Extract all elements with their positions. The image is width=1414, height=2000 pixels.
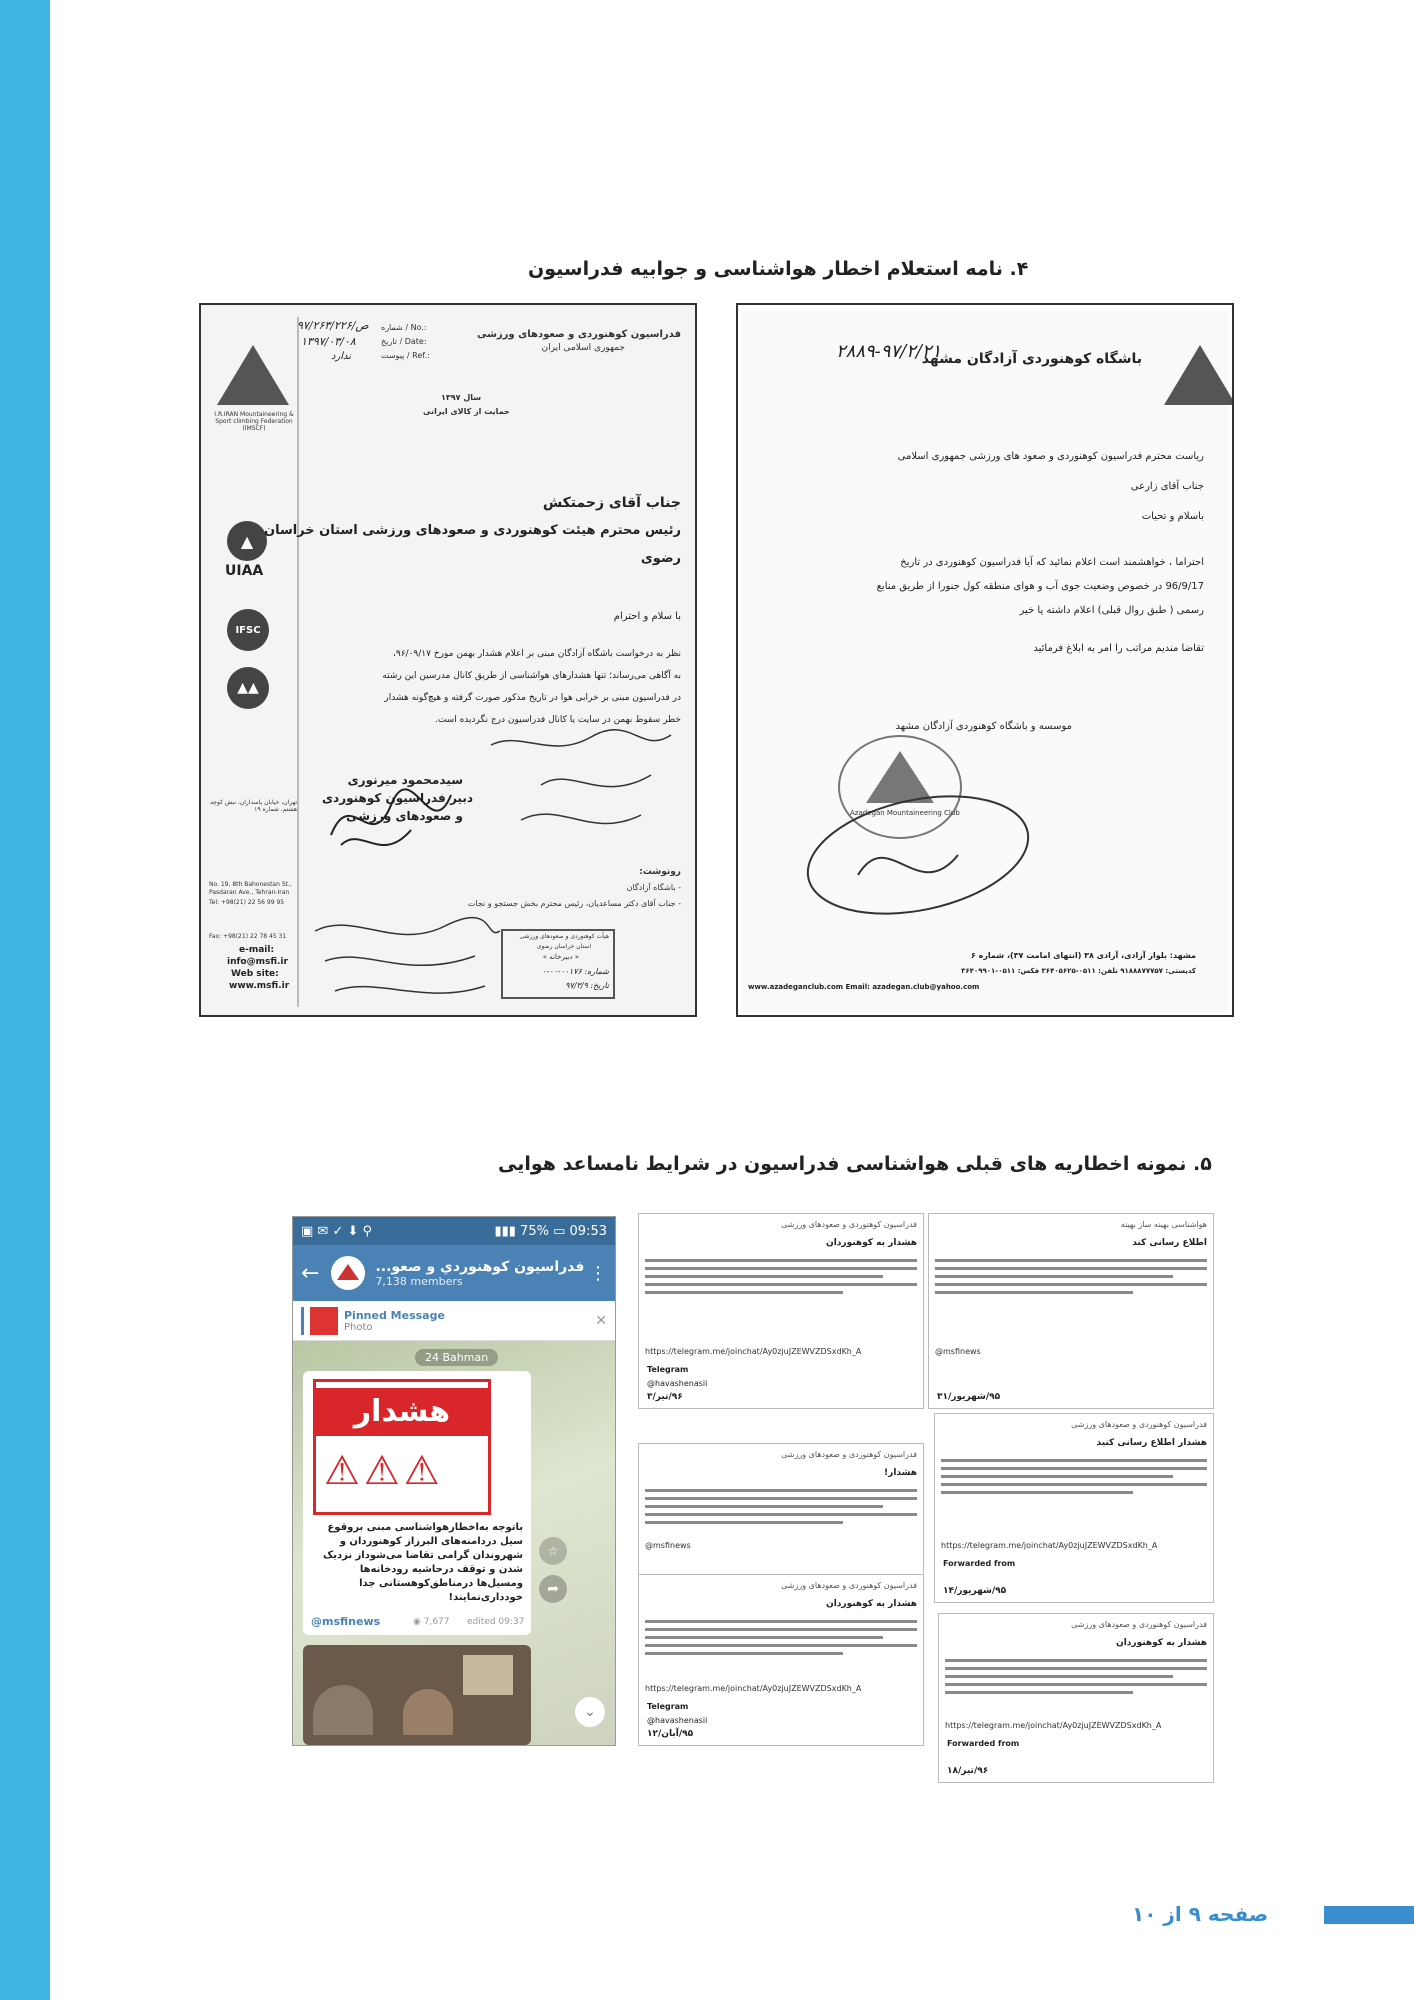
post-meta: Forwarded from bbox=[943, 1559, 1016, 1568]
post-link[interactable]: https://telegram.me/joinchat/Ay0zjuJZEWVZDSxdKh_A bbox=[645, 1347, 862, 1356]
recipient-line-2: رئیس محترم هیئت کوهنوردی و صعودهای ورزشی استان خراسان bbox=[263, 523, 681, 538]
stamp-date: تاریخ: ۹۷/۳/۹ bbox=[565, 981, 609, 990]
battery-percent: 75% bbox=[520, 1223, 549, 1239]
club-signature-oval bbox=[798, 785, 1038, 925]
warning-triangles-icon: ⚠⚠⚠ bbox=[324, 1448, 444, 1494]
club-title: باشگاه کوهنوردی آزادگان مشهد bbox=[921, 351, 1142, 367]
letter-ref-value: ندارد bbox=[331, 351, 352, 362]
post-body-lines bbox=[935, 1454, 1213, 1494]
handwritten-notes bbox=[481, 725, 681, 855]
post-source: فدراسیون کوهنوردی و صعودهای ورزشی bbox=[781, 1581, 917, 1590]
pinned-message-bar[interactable] bbox=[293, 1301, 615, 1341]
post-source: فدراسیون کوهنوردی و صعودهای ورزشی bbox=[781, 1220, 917, 1229]
post-date: ۹۶/تیر/۱۸ bbox=[947, 1766, 989, 1776]
channel-app-bar bbox=[293, 1245, 615, 1301]
address-en-1: No. 19, 8th Bahonestan St., bbox=[209, 881, 292, 888]
year-line: سال ۱۳۹۷ bbox=[441, 393, 482, 402]
handwritten-letter-number: ۲۸۸۹-۹۷/۲/۲۱ bbox=[836, 341, 942, 362]
photo-post-thumbnail[interactable] bbox=[303, 1645, 531, 1745]
post-link[interactable]: @msfinews bbox=[645, 1541, 691, 1550]
mountain-rescue-logo-icon: ▲▲ bbox=[227, 667, 269, 709]
post-link[interactable]: https://telegram.me/joinchat/Ay0zjuJZEWVZDSxdKh_A bbox=[945, 1721, 1162, 1730]
body-line-1: نظر به درخواست باشگاه آزادگان مبنی بر اعلام هشدار بهمن مورخ ۹۶/۰۹/۱۷، bbox=[392, 649, 681, 659]
body-line-2: 96/9/17 در خصوص وضعیت جوی آب و هوای منطقه کول جنورا از طریق منابع bbox=[876, 581, 1204, 592]
federation-reply-letter-scan bbox=[199, 303, 697, 1017]
post-body-lines bbox=[639, 1484, 923, 1524]
views-count: 7,677 bbox=[423, 1617, 450, 1627]
battery-icon: ▭ bbox=[553, 1223, 566, 1239]
signer-title-2: و صعودهای ورزشی bbox=[346, 809, 463, 823]
telegram-post-card bbox=[638, 1574, 924, 1746]
post-date: ۹۵/شهریور/۱۴ bbox=[943, 1586, 1007, 1596]
warning-word: هشدار bbox=[316, 1388, 488, 1436]
salutation-greet: باسلام و تحیات bbox=[1141, 511, 1204, 522]
post-date: ۹۵/شهریور/۳۱ bbox=[937, 1392, 1001, 1402]
post-date: ۹۵/آبان/۱۲ bbox=[647, 1729, 694, 1739]
cc-line-2: - جناب آقای دکتر مساعدیان، رئیس محترم بخش جستجو و نجات bbox=[467, 899, 681, 908]
post-meta: Telegram bbox=[647, 1365, 689, 1374]
salutation-attn: جناب آقای زارعی bbox=[1130, 481, 1204, 492]
post-link[interactable]: https://telegram.me/joinchat/Ay0zjuJZEWVZDSxdKh_A bbox=[941, 1541, 1158, 1550]
mountain-logo-icon bbox=[217, 345, 289, 405]
post-title: هشدار به کوهنوردان bbox=[826, 1599, 917, 1609]
club-inquiry-letter-scan bbox=[736, 303, 1234, 1017]
post-admin: @havashenasii bbox=[647, 1379, 708, 1388]
post-body-lines bbox=[939, 1654, 1213, 1694]
warning-post-bubble[interactable] bbox=[303, 1371, 531, 1635]
ifsc-logo-icon: IFSC bbox=[227, 609, 269, 651]
salutation-to: ریاست محترم فدراسیون کوهنوردی و صعود های ورزشی جمهوری اسلامی bbox=[897, 451, 1204, 462]
footer-web-email: www.azadeganclub.com Email: azadegan.club@yahoo.com bbox=[748, 983, 980, 991]
section-4-heading: ۴. نامه استعلام اخطار هواشناسی و جوابیه فدراسیون bbox=[528, 258, 1029, 280]
club-stamp-text: Azadegan Mountaineering Club bbox=[850, 809, 960, 817]
pinned-title: Pinned Message bbox=[344, 1308, 445, 1322]
signing-organization: موسسه و باشگاه کوهنوردی آزادگان مشهد bbox=[895, 721, 1072, 732]
pinned-thumbnail bbox=[310, 1307, 338, 1335]
body-line-4: تقاضا مندیم مراتب را امر به ابلاغ فرمائید bbox=[1033, 643, 1204, 654]
post-title: هشدار! bbox=[884, 1468, 917, 1478]
uiaa-logo-icon: ▲ bbox=[227, 521, 267, 561]
letter-date-label: تاریخ / Date: bbox=[381, 337, 427, 346]
post-title: هشدار اطلاع رسانی کنید bbox=[1096, 1438, 1207, 1448]
eye-icon: ◉ bbox=[413, 1617, 421, 1627]
telegram-post-card bbox=[928, 1213, 1214, 1409]
post-title: هشدار به کوهنوردان bbox=[826, 1238, 917, 1248]
warning-poster bbox=[313, 1379, 491, 1515]
letterhead-logo-column bbox=[209, 325, 299, 1017]
chat-background bbox=[293, 1341, 616, 1746]
channel-avatar[interactable] bbox=[331, 1256, 365, 1290]
footer-address: مشهد: بلوار آزادی، آزادی ۳۸ (انتهای امامت ۳۷)، شماره ۶ bbox=[970, 951, 1196, 960]
post-body-lines bbox=[639, 1254, 923, 1294]
footer-accent-bar bbox=[1324, 1906, 1414, 1924]
status-right bbox=[494, 1224, 607, 1239]
body-line-3: در فدراسیون مبنی بر خرابی هوا در تاریخ مذکور صورت گرفته و هیچ‌گونه هشدار bbox=[384, 693, 681, 703]
signer-name: سیدمحمود میرنوری bbox=[347, 773, 463, 787]
address-en-2: Pasdaran Ave., Tehran-Iran bbox=[209, 889, 290, 896]
pinned-subtitle: Photo bbox=[344, 1321, 373, 1333]
stamp-line-1: هیأت کوهنوردی و صعودهای ورزشی bbox=[519, 933, 609, 940]
body-line-1: احتراما ، خواهشمند است اعلام نمائید که آیا فدراسیون کوهنوردی در تاریخ bbox=[900, 557, 1204, 568]
body-line-2: به آگاهی می‌رساند؛ تنها هشدارهای هواشناسی از طریق کانال مدرسین این رشته bbox=[382, 671, 681, 681]
cc-label: رونوشت: bbox=[639, 867, 681, 877]
letter-date-value: ۱۳۹۷/۰۳/۰۸ bbox=[301, 335, 356, 348]
email-value: info@msfi.ir bbox=[227, 957, 288, 967]
header-line-2: جمهوری اسلامی ایران bbox=[541, 343, 625, 353]
web-label: Web site: bbox=[231, 969, 279, 979]
date-chip: 24 Bahman bbox=[415, 1349, 498, 1366]
telegram-post-card bbox=[638, 1213, 924, 1409]
slogan: حمایت از کالای ایرانی bbox=[423, 407, 510, 416]
post-link[interactable]: @msfinews bbox=[935, 1347, 981, 1356]
tel: Tel: +98(21) 22 56 99 95 bbox=[209, 899, 285, 906]
body-line-3: رسمی ( طبق روال قبلی) اعلام داشته یا خیر bbox=[1019, 605, 1204, 616]
letter-number-label: شماره / No.: bbox=[381, 323, 427, 332]
post-source: فدراسیون کوهنوردی و صعودهای ورزشی bbox=[781, 1450, 917, 1459]
warning-text: باتوجه به‌اخطارهواشناسی مبنی بروقوع سیل دردامنه‌های البرز‌از کوهنوردان و شهروندان گرامی تقاضا می‌شود‌از نزدیک شدن و توقف درحاشیه رودخانه‌ها ومسیل‌ها درمناطق‌کوهستانی جدا خودداری‌نمایند! bbox=[322, 1522, 523, 1603]
post-meta: Forwarded from bbox=[947, 1739, 1020, 1748]
post-handle[interactable]: @msfinews bbox=[311, 1615, 381, 1628]
post-title: اطلاع رسانی کند bbox=[1132, 1238, 1207, 1248]
post-meta: Telegram bbox=[647, 1702, 689, 1711]
more-menu-icon[interactable]: ⋮ bbox=[589, 1262, 607, 1284]
uiaa-label: UIAA bbox=[225, 563, 264, 579]
post-source: فدراسیون کوهنوردی و صعودهای ورزشی bbox=[1071, 1620, 1207, 1629]
letter-number-value: ۹۷/ص/۲۶۳/۲۲۶ bbox=[297, 319, 369, 332]
stamp-line-2: استان خراسان رضوی bbox=[536, 943, 591, 950]
email-label: e-mail: bbox=[239, 945, 275, 955]
letter-ref-label: پیوست / Ref.: bbox=[381, 351, 430, 360]
federation-logo-caption: I.R.IRAN Mountaineering & Sport climbing Federation (IMSCF) bbox=[214, 411, 294, 432]
post-source: هواشناسی بهینه ساز بهینه bbox=[1120, 1220, 1207, 1229]
scroll-down-icon[interactable]: ⌄ bbox=[575, 1697, 605, 1727]
post-date: ۹۶/تیر/۳ bbox=[647, 1392, 683, 1402]
member-count: 7,138 members bbox=[375, 1274, 463, 1288]
post-link[interactable]: https://telegram.me/joinchat/Ay0zjuJZEWVZDSxdKh_A bbox=[645, 1684, 862, 1693]
telegram-phone-screenshot bbox=[292, 1216, 616, 1746]
telegram-post-card bbox=[938, 1613, 1214, 1783]
signal-icon: ▮▮▮ bbox=[494, 1223, 516, 1239]
status-bar bbox=[293, 1217, 615, 1245]
stamp-number: شماره: ۰۰۱۷۶-۰۰-۰ bbox=[542, 967, 609, 976]
left-accent-bar bbox=[0, 0, 50, 2000]
signer-title-1: دبیر فدراسیون کوهنوردی bbox=[322, 791, 473, 805]
post-views bbox=[413, 1617, 450, 1627]
star-icon[interactable]: ☆ bbox=[539, 1537, 567, 1565]
section-5-heading: ۵. نمونه اخطاریه های قبلی هواشناسی فدراسیون در شرایط نامساعد هوایی bbox=[498, 1153, 1212, 1175]
close-pinned-icon[interactable]: ✕ bbox=[595, 1312, 607, 1329]
post-source: فدراسیون کوهنوردی و صعودهای ورزشی bbox=[1071, 1420, 1207, 1429]
cc-line-1: - باشگاه آزادگان bbox=[626, 883, 681, 892]
post-body-lines bbox=[639, 1615, 923, 1655]
fax: Fax: +98(21) 22 78 45 31 bbox=[209, 933, 287, 940]
page-number: صفحه ۹ از ۱۰ bbox=[1132, 1902, 1269, 1926]
address-fa: تهران، خیابان پاسداران، نبش کوچه هشتم، شماره ۱۹ bbox=[210, 799, 297, 813]
post-admin: @havashenasii bbox=[647, 1716, 708, 1725]
stamp-line-3: « دبیرخانه » bbox=[542, 953, 579, 961]
post-title: هشدار به کوهنوردان bbox=[1116, 1638, 1207, 1648]
secretariat-stamp bbox=[501, 929, 615, 999]
recipient-line-1: جناب آقای زحمتکش bbox=[542, 495, 681, 511]
footer-phone: کدپستی: ۹۱۸۸۸۷۷۷۵۷ تلفن: ۰۵۱۱-۳۶۴۰۵۶۲۵ فکس: ۰۵۱۱-۳۶۴۰۹۹۰۱ bbox=[961, 967, 1196, 975]
web-value: www.msfi.ir bbox=[229, 981, 290, 991]
post-edited: edited 09:37 bbox=[467, 1617, 525, 1627]
telegram-post-card bbox=[934, 1413, 1214, 1603]
back-arrow-icon[interactable]: ← bbox=[301, 1260, 320, 1286]
signature-scribble bbox=[321, 775, 461, 865]
header-line-1: فدراسیون کوهنوردی و صعودهای ورزشی bbox=[476, 329, 681, 340]
channel-title-block[interactable] bbox=[375, 1259, 589, 1288]
club-logo-icon bbox=[1158, 341, 1212, 387]
greeting: با سلام و احترام bbox=[613, 611, 681, 622]
notification-icons: ▣ ✉ ✓ ⬇ ⚲ bbox=[301, 1223, 373, 1239]
channel-name: فدراسیون کوهنوردي و صعو... bbox=[375, 1258, 585, 1275]
recipient-line-3: رضوی bbox=[640, 551, 681, 566]
body-line-4: خطر سقوط بهمن در سایت یا کانال فدراسیون درج نگردیده است. bbox=[434, 715, 681, 725]
clock: 09:53 bbox=[569, 1223, 607, 1239]
share-icon[interactable]: ➦ bbox=[539, 1575, 567, 1603]
handwritten-annotation bbox=[305, 911, 505, 1011]
post-body-lines bbox=[929, 1254, 1213, 1294]
